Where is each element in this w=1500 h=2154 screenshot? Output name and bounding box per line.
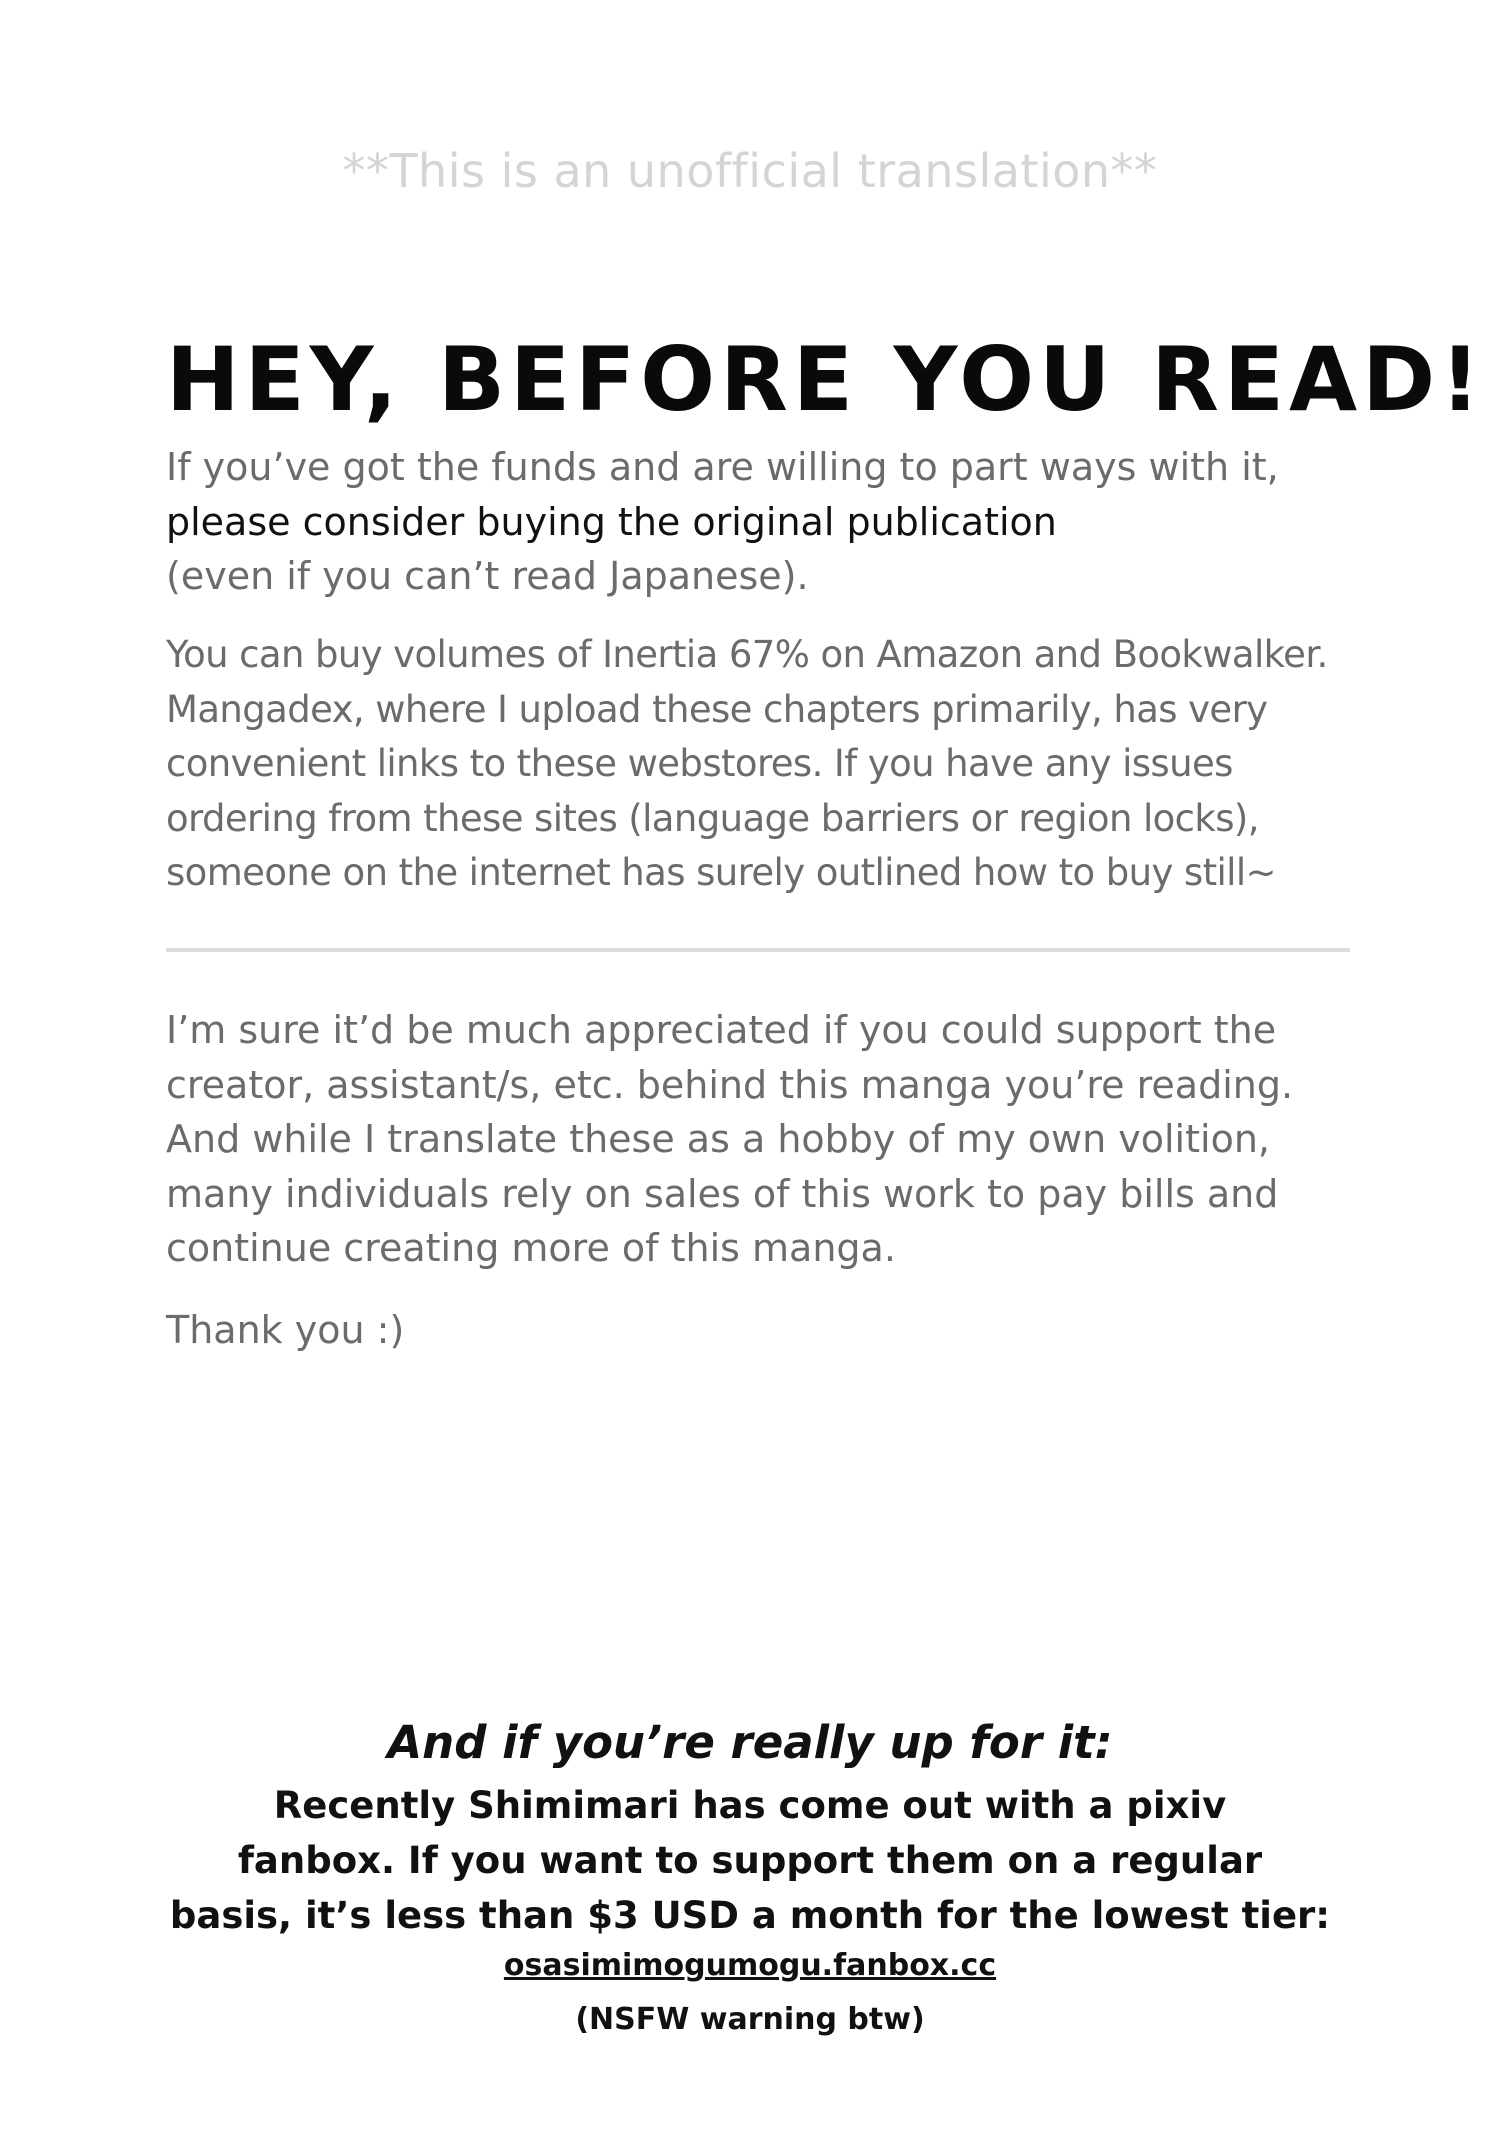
- paragraph-line: someone on the internet has surely outlined how to buy still~: [166, 851, 1276, 894]
- paragraph-line: And while I translate these as a hobby of my own volition,: [166, 1117, 1270, 1161]
- paragraph-line: creator, assistant/s, etc. behind this manga you’re reading.: [166, 1062, 1294, 1107]
- paragraph-line: convenient links to these webstores. If you have any issues: [166, 742, 1233, 785]
- page-title: HEY, BEFORE YOU READ!: [166, 328, 1486, 431]
- intro-line: (even if you can’t read Japanese).: [166, 554, 809, 598]
- support-line: basis, it’s less than $3 USD a month for the lowest tier:: [169, 1894, 1331, 1937]
- support-heading: And if you’re really up for it:: [387, 1716, 1113, 1769]
- appreciation-paragraph: [166, 1003, 1356, 1276]
- support-body: [0, 1778, 1500, 1943]
- where-to-buy-paragraph: [166, 628, 1356, 901]
- paragraph-line: Mangadex, where I upload these chapters primarily, has very: [166, 687, 1268, 731]
- intro-line: If you’ve got the funds and are willing to part ways with it,: [166, 445, 1279, 489]
- paragraph-line: many individuals rely on sales of this work to pay bills and: [166, 1171, 1279, 1216]
- thanks-text: [166, 1303, 1356, 1358]
- unofficial-translation-notice: **This is an unofficial translation**: [342, 144, 1158, 198]
- fanbox-link[interactable]: osasimimogumogu.fanbox.cc: [503, 1948, 997, 1983]
- support-line: Recently Shimimari has come out with a pixiv: [273, 1784, 1227, 1827]
- nsfw-warning-note: (NSFW warning btw): [575, 2002, 925, 2037]
- paragraph-line: You can buy volumes of Inertia 67% on Amazon and Bookwalker.: [166, 633, 1328, 676]
- intro-paragraph: [166, 440, 1356, 604]
- thanks-line: Thank you :): [166, 1308, 405, 1352]
- support-line: fanbox. If you want to support them on a regular: [237, 1839, 1263, 1882]
- paragraph-line: continue creating more of this manga.: [166, 1226, 896, 1270]
- paragraph-line: ordering from these sites (language barriers or region locks),: [166, 796, 1259, 840]
- paragraph-line: I’m sure it’d be much appreciated if you could support the: [166, 1008, 1277, 1052]
- section-divider: [166, 948, 1350, 952]
- intro-emphasis-line: please consider buying the original publication: [166, 499, 1057, 544]
